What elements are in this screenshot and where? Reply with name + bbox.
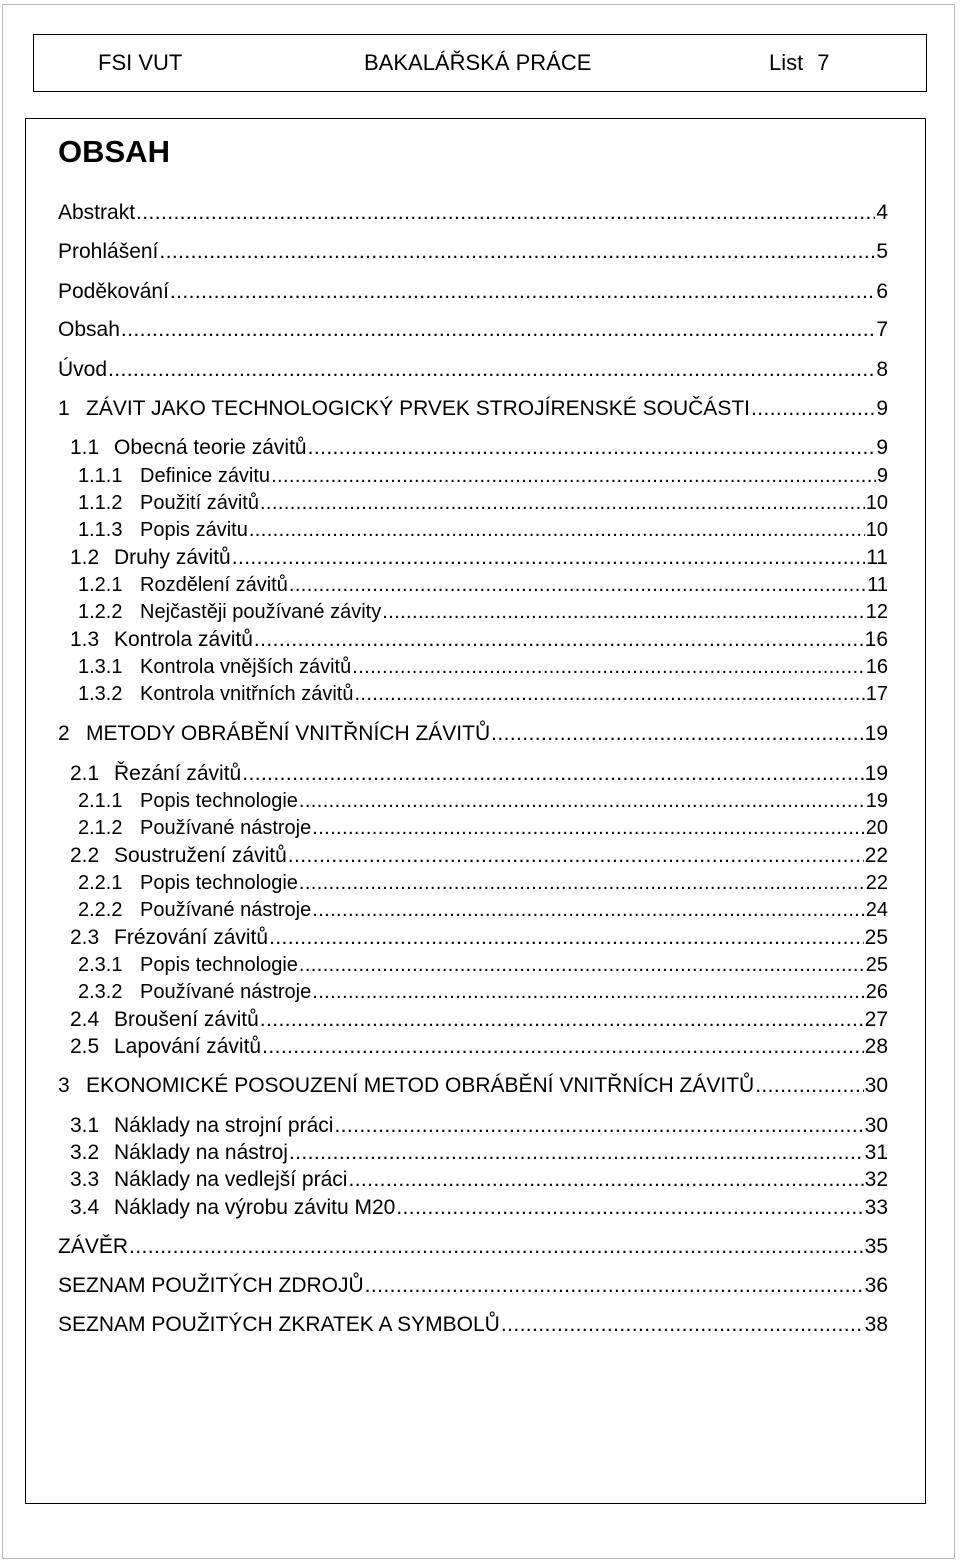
toc-entry-page: 10 xyxy=(865,519,888,541)
toc-entry[interactable] xyxy=(78,599,888,625)
toc-entry-page: 28 xyxy=(864,1035,888,1058)
toc-entry[interactable] xyxy=(78,815,888,841)
toc-dot-leader xyxy=(312,979,865,1005)
toc-entry[interactable] xyxy=(78,490,888,516)
toc-entry-title: Kontrola závitů xyxy=(114,628,253,651)
toc-entry[interactable] xyxy=(78,517,888,543)
header-page-number: 7 xyxy=(817,50,830,75)
toc-entry[interactable] xyxy=(70,1007,888,1033)
toc-entry-title: Používané nástroje xyxy=(140,981,312,1003)
toc-entry-title: Používané nástroje xyxy=(140,817,312,839)
toc-dot-leader xyxy=(491,721,864,747)
toc-dot-leader xyxy=(334,1113,863,1139)
toc-entry[interactable] xyxy=(58,1234,888,1260)
toc-entry-title: Nejčastěji používané závity xyxy=(140,601,382,623)
toc-entry-page: 4 xyxy=(876,201,888,224)
toc-dot-leader xyxy=(170,279,875,305)
toc-entry-page: 19 xyxy=(864,722,888,745)
toc-dot-leader xyxy=(352,654,865,680)
toc-entry-number: 1.3.1 xyxy=(78,656,123,678)
toc-entry-page: 16 xyxy=(865,656,888,678)
toc-entry[interactable] xyxy=(58,721,888,747)
toc-entry-page: 6 xyxy=(876,280,888,303)
toc-entry-page: 31 xyxy=(864,1141,888,1164)
toc-dot-leader xyxy=(501,1312,864,1338)
toc-dot-leader xyxy=(159,239,875,265)
toc-entry-title: Broušení závitů xyxy=(114,1008,259,1031)
toc-entry-title: Řezání závitů xyxy=(114,762,242,785)
toc-entry-title: Náklady na nástroj xyxy=(114,1141,288,1164)
toc-entry-title: Obecná teorie závitů xyxy=(114,436,307,459)
toc-entry-title: Poděkování xyxy=(58,280,169,303)
toc-dot-leader xyxy=(382,599,865,625)
toc-entry-title: Úvod xyxy=(58,358,108,381)
toc-dot-leader xyxy=(271,463,876,489)
toc-entry[interactable] xyxy=(78,952,888,978)
toc-dot-leader xyxy=(299,788,865,814)
toc-entry-number: 1.1.2 xyxy=(78,492,123,514)
toc-dot-leader xyxy=(108,357,875,383)
toc-entry-title: Použití závitů xyxy=(140,492,259,514)
toc-entry-title: Prohlášení xyxy=(58,240,159,263)
toc-dot-leader xyxy=(289,1140,864,1166)
toc-entry-page: 19 xyxy=(864,762,888,785)
toc-entry-page: 11 xyxy=(866,546,888,569)
toc-entry-number: 2.3.1 xyxy=(78,954,123,976)
toc-entry-number: 1.1 xyxy=(70,436,100,459)
toc-dot-leader xyxy=(289,572,866,598)
toc-entry-title: METODY OBRÁBĚNÍ VNITŘNÍCH ZÁVITŮ xyxy=(86,722,491,745)
toc-entry-page: 9 xyxy=(876,397,888,420)
toc-entry-number: 2.2 xyxy=(70,844,100,867)
toc-title: OBSAH xyxy=(58,134,170,169)
toc-entry-title: Rozdělení závitů xyxy=(140,574,288,596)
toc-entry-title: Druhy závitů xyxy=(114,546,231,569)
header-thesis-type: BAKALÁŘSKÁ PRÁCE xyxy=(364,50,592,75)
toc-entry-page: 17 xyxy=(865,683,888,705)
toc-entry-number: 1.3 xyxy=(70,628,100,651)
toc-entry-page: 8 xyxy=(876,358,888,381)
toc-dot-leader xyxy=(232,545,865,571)
toc-entry[interactable] xyxy=(78,572,888,598)
toc-dot-leader xyxy=(755,1073,863,1099)
toc-entry-title: Náklady na výrobu závitu M20 xyxy=(114,1196,396,1219)
toc-entry-number: 1.3.2 xyxy=(78,683,123,705)
toc-entry[interactable] xyxy=(70,1167,888,1193)
toc-entry-page: 16 xyxy=(864,628,888,651)
toc-entry-page: 11 xyxy=(867,574,888,596)
toc-entry-page: 12 xyxy=(865,601,888,623)
toc-entry-page: 32 xyxy=(864,1168,888,1191)
toc-dot-leader xyxy=(348,1167,863,1193)
toc-entry-page: 9 xyxy=(876,436,888,459)
toc-entry-title: Náklady na strojní práci xyxy=(114,1114,334,1137)
toc-entry[interactable] xyxy=(78,788,888,814)
toc-entry-number: 1.2.2 xyxy=(78,601,123,623)
toc-entry-number: 1.2.1 xyxy=(78,574,123,596)
toc-entry-number: 2.1.2 xyxy=(78,817,123,839)
toc-entry-page: 20 xyxy=(865,817,888,839)
toc-dot-leader xyxy=(396,1195,863,1221)
toc-entry[interactable] xyxy=(70,627,888,653)
toc-entry-page: 9 xyxy=(876,465,888,487)
toc-entry-page: 26 xyxy=(865,981,888,1003)
toc-entry-number: 1.1.1 xyxy=(78,465,123,487)
toc-entry[interactable] xyxy=(70,435,888,461)
toc-dot-leader xyxy=(312,897,865,923)
toc-entry-number: 3.3 xyxy=(70,1168,100,1191)
toc-entry[interactable] xyxy=(70,843,888,869)
toc-entry[interactable] xyxy=(58,1312,888,1338)
toc-entry[interactable] xyxy=(70,1195,888,1221)
toc-entry[interactable] xyxy=(58,239,888,265)
toc-entry-page: 27 xyxy=(864,1008,888,1031)
toc-entry-number: 1 xyxy=(58,397,70,420)
toc-entry-title: Kontrola vnějších závitů xyxy=(140,656,352,678)
toc-entry-page: 5 xyxy=(876,240,888,263)
toc-dot-leader xyxy=(129,1234,864,1260)
toc-entry-title: Definice závitu xyxy=(140,465,271,487)
toc-dot-leader xyxy=(136,200,875,226)
toc-entry-number: 2.5 xyxy=(70,1035,100,1058)
toc-entry-title: Obsah xyxy=(58,318,120,341)
toc-entry-title: SEZNAM POUŽITÝCH ZDROJŮ xyxy=(58,1274,364,1297)
toc-entry[interactable] xyxy=(58,1273,888,1299)
toc-entry[interactable] xyxy=(58,396,888,422)
toc-entry-title: ZÁVIT JAKO TECHNOLOGICKÝ PRVEK STROJÍRENSKÉ SOUČÁSTI xyxy=(86,397,750,420)
toc-entry[interactable] xyxy=(70,545,888,571)
toc-entry-title: Lapování závitů xyxy=(114,1035,262,1058)
toc-entry-number: 3.4 xyxy=(70,1196,100,1219)
toc-dot-leader xyxy=(299,870,865,896)
toc-entry-title: Frézování závitů xyxy=(114,926,269,949)
toc-entry-page: 33 xyxy=(864,1196,888,1219)
toc-entry[interactable] xyxy=(70,1113,888,1139)
toc-dot-leader xyxy=(308,435,876,461)
toc-entry-title: EKONOMICKÉ POSOUZENÍ METOD OBRÁBĚNÍ VNITŘNÍCH ZÁVITŮ xyxy=(86,1074,755,1097)
toc-entry[interactable] xyxy=(78,897,888,923)
toc-entry[interactable] xyxy=(78,870,888,896)
toc-entry-title: Popis technologie xyxy=(140,872,298,894)
toc-entry-page: 30 xyxy=(864,1074,888,1097)
toc-entry-page: 22 xyxy=(864,844,888,867)
toc-dot-leader xyxy=(288,843,864,869)
toc-dot-leader xyxy=(365,1273,864,1299)
toc-entry-page: 10 xyxy=(865,492,888,514)
toc-entry-page: 22 xyxy=(865,872,888,894)
toc-entry-title: Používané nástroje xyxy=(140,899,312,921)
toc-entry[interactable] xyxy=(58,279,888,305)
toc-entry[interactable] xyxy=(70,761,888,787)
toc-entry[interactable] xyxy=(78,979,888,1005)
toc-dot-leader xyxy=(260,490,865,516)
toc-entry-number: 2.2.1 xyxy=(78,872,123,894)
toc-entry-title: Popis technologie xyxy=(140,954,298,976)
toc-entry-number: 2.1 xyxy=(70,762,100,785)
toc-entry-number: 1.1.3 xyxy=(78,519,123,541)
toc-entry-title: Náklady na vedlejší práci xyxy=(114,1168,348,1191)
toc-entry-number: 2.3.2 xyxy=(78,981,123,1003)
toc-dot-leader xyxy=(299,952,865,978)
toc-entry[interactable] xyxy=(78,463,888,489)
toc-entry-page: 19 xyxy=(865,790,888,812)
toc-entry-title: SEZNAM POUŽITÝCH ZKRATEK A SYMBOLŮ xyxy=(58,1313,500,1336)
toc-dot-leader xyxy=(751,396,875,422)
toc-dot-leader xyxy=(312,815,865,841)
toc-entry-page: 25 xyxy=(865,954,888,976)
toc-dot-leader xyxy=(242,761,863,787)
toc-entry-number: 2.3 xyxy=(70,926,100,949)
toc-entry[interactable] xyxy=(58,1073,888,1099)
toc-entry[interactable] xyxy=(58,200,888,226)
toc-entry-number: 3 xyxy=(58,1074,70,1097)
toc-entry-number: 1.2 xyxy=(70,546,100,569)
toc-dot-leader xyxy=(262,1034,864,1060)
toc-entry-page: 38 xyxy=(864,1313,888,1336)
toc-dot-leader xyxy=(269,925,864,951)
toc-entry-number: 2 xyxy=(58,722,70,745)
toc-entry[interactable] xyxy=(70,1034,888,1060)
toc-entry[interactable] xyxy=(58,317,888,343)
toc-dot-leader xyxy=(254,627,864,653)
toc-dot-leader xyxy=(249,517,865,543)
toc-dot-leader xyxy=(121,317,875,343)
toc-entry-number: 3.1 xyxy=(70,1114,100,1137)
toc-entry-number: 2.1.1 xyxy=(78,790,123,812)
toc-entry[interactable] xyxy=(58,357,888,383)
toc-entry-title: Kontrola vnitřních závitů xyxy=(140,683,354,705)
toc-entry-page: 30 xyxy=(864,1114,888,1137)
toc-entry-page: 24 xyxy=(865,899,888,921)
toc-entry[interactable] xyxy=(70,1140,888,1166)
toc-entry[interactable] xyxy=(78,654,888,680)
toc-entry-page: 36 xyxy=(864,1274,888,1297)
toc-entry-number: 3.2 xyxy=(70,1141,100,1164)
header-list-label: List xyxy=(769,50,804,75)
toc-entry-page: 25 xyxy=(864,926,888,949)
toc-dot-leader xyxy=(354,681,864,707)
toc-entry-number: 2.2.2 xyxy=(78,899,123,921)
toc-entry-title: Popis technologie xyxy=(140,790,298,812)
toc-entry[interactable] xyxy=(78,681,888,707)
toc-entry[interactable] xyxy=(70,925,888,951)
toc-entry-title: Soustružení závitů xyxy=(114,844,287,867)
toc-entry-title: Abstrakt xyxy=(58,201,136,224)
toc-entry-title: ZÁVĚR xyxy=(58,1235,129,1258)
toc-entry-number: 2.4 xyxy=(70,1008,100,1031)
toc-entry-title: Popis závitu xyxy=(140,519,248,541)
header-faculty: FSI VUT xyxy=(98,50,183,75)
toc-entry-page: 7 xyxy=(876,318,888,341)
toc-dot-leader xyxy=(260,1007,864,1033)
toc-entry-page: 35 xyxy=(864,1235,888,1258)
